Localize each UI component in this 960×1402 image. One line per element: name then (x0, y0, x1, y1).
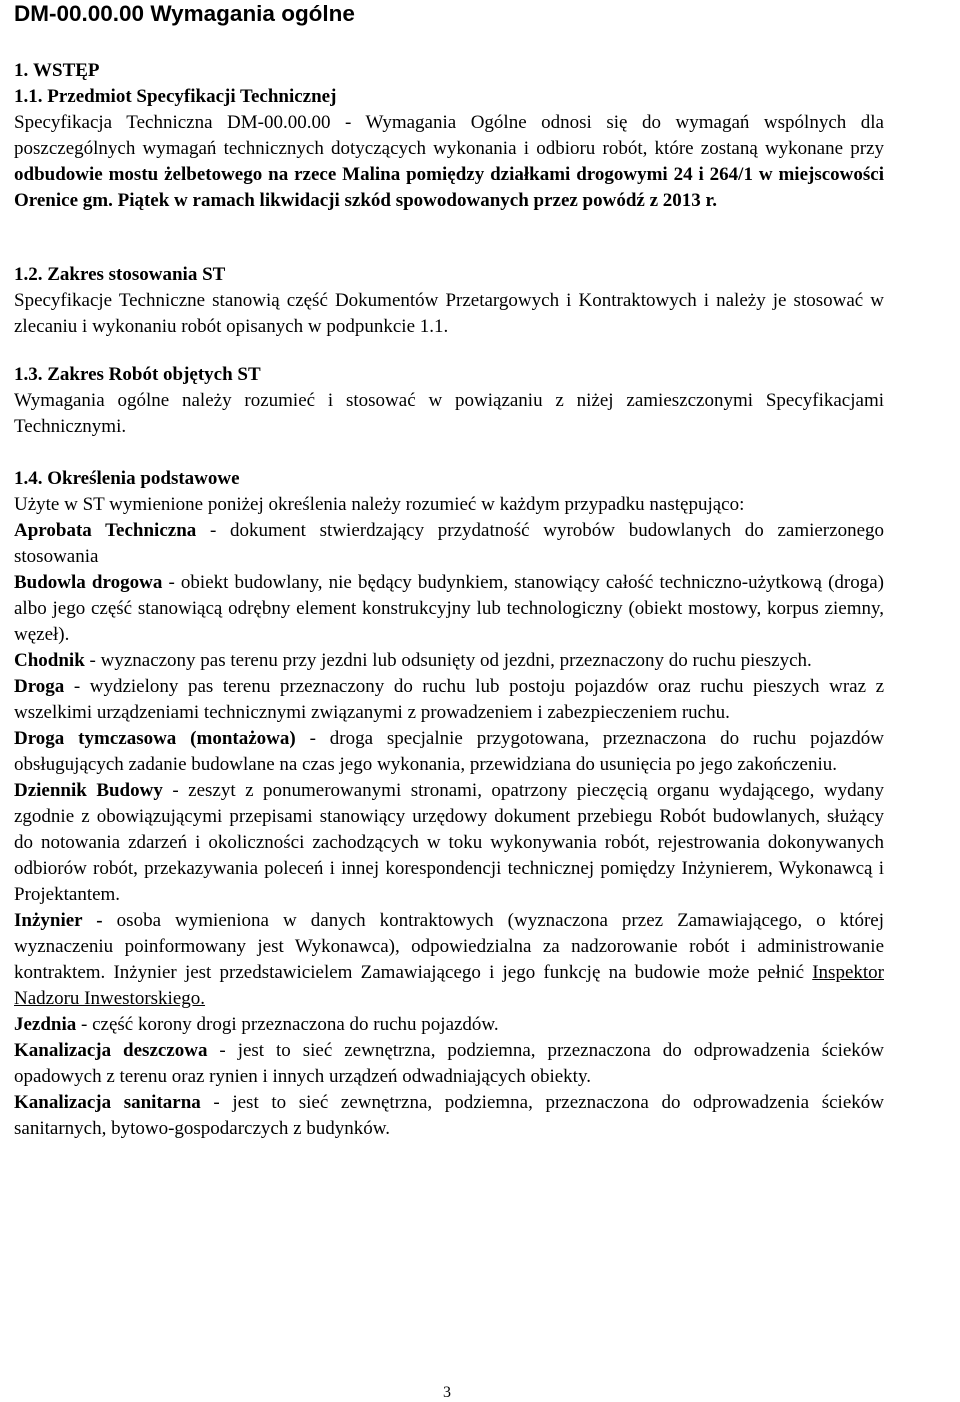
definition-item (14, 1090, 884, 1142)
definition-text: - dokument stwierdzający przydatność wyrobów budowlanych do zamierzonego stosowania (14, 520, 884, 567)
definition-item (14, 726, 884, 778)
definition-item (14, 570, 884, 648)
section-paragraph: Wymagania ogólne należy rozumieć i stosować w powiązaniu z niżej zamieszczonymi Specyfikacjami Technicznymi. (14, 390, 884, 437)
section-paragraph (14, 110, 884, 214)
definition-term: Aprobata Techniczna (14, 520, 197, 541)
section-intro: Użyte w ST wymienione poniżej określenia należy rozumieć w każdym przypadku następująco: (14, 494, 745, 515)
section-heading: Zakres stosowania ST (47, 264, 226, 285)
section-number: 1.1. (14, 86, 43, 107)
section-1-heading (14, 58, 884, 84)
definition-term: Kanalizacja sanitarna (14, 1092, 201, 1113)
definition-text: - zeszyt z ponumerowanymi stronami, opatrzony pieczęcią organu wydającego, wydany zgodnie z obowiązującymi przepisami stanowiący urzędowy dokument przebiegu Robót budowlanych, służący do notowania zdarzeń i okoliczności zachodzących w toku wykonywania robót, rejestrowania dokonywanych odbiorów robót, przekazywania poleceń i innej korespondencji technicznej pomiędzy Inżynierem, Wykonawcą i Projektantem. (14, 780, 885, 905)
definition-item (14, 674, 884, 726)
section-1-2 (14, 262, 884, 340)
page-number: 3 (443, 1384, 451, 1401)
definition-text: - jest to sieć zewnętrzna, podziemna, przeznaczona do odprowadzenia ścieków opadowych z terenu oraz rynien i innych urządzeń odwadniających obiekty. (14, 1040, 885, 1087)
definition-term: Kanalizacja deszczowa (14, 1040, 208, 1061)
definition-item (14, 778, 884, 908)
section-heading: Zakres Robót objętych ST (47, 364, 261, 385)
section-number: 1.2. (14, 264, 43, 285)
definition-item (14, 1038, 884, 1090)
definition-text: - jest to sieć zewnętrzna, podziemna, przeznaczona do odprowadzenia ścieków sanitarnych, bytowo-gospodarczych z budynków. (14, 1092, 884, 1139)
definition-term: Jezdnia (14, 1014, 77, 1035)
definition-item (14, 648, 884, 674)
definition-item (14, 1012, 884, 1038)
section-number: 1.3. (14, 364, 43, 385)
section-number: 1. (14, 60, 29, 81)
definition-text: - wydzielony pas terenu przeznaczony do ruchu lub postoju pojazdów oraz ruchu pieszych wraz z wszelkimi urządzeniami technicznymi związanymi z prowadzeniem i zabezpieczeniem ruchu. (14, 676, 884, 723)
section-1-3 (14, 362, 884, 440)
section-heading: Określenia podstawowe (47, 468, 240, 489)
definition-term: Chodnik (14, 650, 85, 671)
definition-term: Droga tymczasowa (montażowa) (14, 728, 296, 749)
inspector-link-text: Inspektor Nadzoru Inwestorskiego. (14, 962, 884, 1009)
section-1-4 (14, 466, 884, 1142)
section-1-1 (14, 84, 884, 214)
definition-text: - obiekt budowlany, nie będący budynkiem, stanowiący całość techniczno-użytkową (droga) albo jego część stanowiącą odrębny element konstrukcyjny lub technologiczny (obiekt mostowy, korpus ziemny, węzeł). (14, 572, 884, 645)
section-number: 1.4. (14, 468, 43, 489)
definition-item (14, 908, 884, 1012)
section-paragraph: Specyfikacje Techniczne stanowią część Dokumentów Przetargowych i Kontraktowych i należy je stosować w zlecaniu i wykonaniu robót opisanych w podpunkcie 1.1. (14, 290, 884, 337)
definition-text: osoba wymieniona w danych kontraktowych (wyznaczona przez Zamawiającego, o której wyznaczeniu poinformowany jest Wykonawca), odpowiedzialna za nadzorowanie robót i administrowanie kontraktem. Inżynier jest przedstawicielem Zamawiającego i jego funkcję na budowie może pełnić (14, 910, 885, 983)
definition-term: Droga (14, 676, 65, 697)
definition-item (14, 518, 884, 570)
definition-text: - część korony drogi przeznaczona do ruchu pojazdów. (76, 1014, 499, 1035)
section-heading: WSTĘP (33, 60, 100, 81)
section-heading: Przedmiot Specyfikacji Technicznej (47, 86, 337, 107)
definition-term: Inżynier - (14, 910, 103, 931)
definition-text: - wyznaczony pas terenu przy jezdni lub odsunięty od jezdni, przeznaczony do ruchu pieszych. (84, 650, 812, 671)
document-title: DM-00.00.00 Wymagania ogólne (14, 1, 355, 26)
paragraph-text: Specyfikacja Techniczna DM-00.00.00 - Wymagania Ogólne odnosi się do wymagań wspólnych dla poszczególnych wymagań technicznych dotyczących wykonania i odbioru robót, które zostaną wykonane przy (14, 112, 884, 159)
definition-term: Budowla drogowa (14, 572, 163, 593)
definition-term: Dziennik Budowy (14, 780, 163, 801)
definition-text: - droga specjalnie przygotowana, przeznaczona do ruchu pojazdów obsługujących zadanie budowlane na czas jego wykonania, przewidziana do usunięcia po jego zakończeniu. (14, 728, 884, 775)
paragraph-bold-text: odbudowie mostu żelbetowego na rzece Malina pomiędzy działkami drogowymi 24 i 264/1 w miejscowości Orenice gm. Piątek w ramach likwidacji szkód spowodowanych przez powódź z 2013 r. (14, 164, 884, 211)
